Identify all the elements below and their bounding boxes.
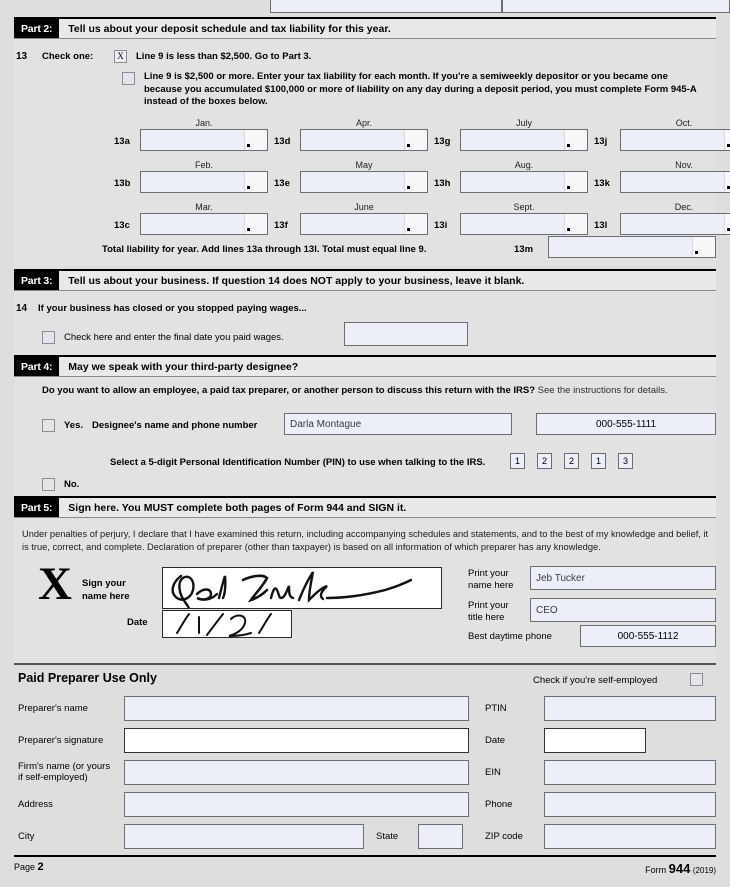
sign-here-label	[82, 577, 130, 603]
decimal-dot-icon	[247, 228, 250, 231]
cutoff-field-right[interactable]	[502, 0, 730, 13]
part3-title: Tell us about your business. If question 14 does NOT apply to your business, leave it blank.	[68, 274, 525, 287]
phone-label: Phone	[485, 799, 513, 810]
page-footer-right	[645, 861, 716, 876]
firm-name-label-line2: if self-employed)	[18, 772, 88, 783]
ein-field[interactable]	[544, 760, 716, 785]
month-label-13k: Nov.	[675, 160, 693, 170]
month-code-13b: 13b	[114, 178, 131, 189]
part4-intro-rest: See the instructions for details.	[535, 385, 668, 396]
form-year: (2019)	[692, 866, 716, 875]
final-date-text: Check here and enter the final date you paid wages.	[64, 332, 284, 343]
decimal-dot-icon	[247, 144, 250, 147]
address-field[interactable]	[124, 792, 469, 817]
month-code-13k: 13k	[594, 178, 610, 189]
month-cell-13k	[594, 159, 730, 193]
decimal-dot-icon	[567, 144, 570, 147]
designee-name-field[interactable]: Darla Montague	[284, 413, 512, 435]
month-cell-13e	[274, 159, 434, 193]
ptin-field[interactable]	[544, 696, 716, 721]
checkbox-designee-no[interactable]	[42, 478, 55, 491]
line9-less-text: Line 9 is less than $2,500. Go to Part 3.	[136, 51, 312, 62]
phone-field[interactable]	[544, 792, 716, 817]
month-label-13a: Jan.	[195, 118, 213, 128]
pin-text: Select a 5-digit Personal Identification Number (PIN) to use when talking to the IRS.	[110, 457, 486, 468]
field-13b[interactable]	[140, 171, 268, 193]
field-13e-value	[301, 172, 305, 183]
field-13a-value	[141, 130, 145, 141]
month-cell-13l	[594, 201, 730, 235]
field-13k[interactable]	[620, 171, 730, 193]
checkbox-designee-yes[interactable]	[42, 419, 55, 432]
print-name-label-line1: Print your	[468, 568, 509, 579]
month-cell-13h	[434, 159, 594, 193]
print-title-label-line2: title here	[468, 612, 505, 623]
part4-intro	[42, 385, 702, 398]
pin-digit-4[interactable]: 1	[591, 453, 606, 469]
field-13j[interactable]	[620, 129, 730, 151]
print-title-label-line1: Print your	[468, 600, 509, 611]
preparer-date-field[interactable]	[544, 728, 646, 753]
month-cell-13f	[274, 201, 434, 235]
field-13l[interactable]	[620, 213, 730, 235]
field-13b-value	[141, 172, 145, 183]
month-label-13c: Mar.	[195, 202, 213, 212]
city-label: City	[18, 831, 35, 842]
part5-header	[14, 496, 716, 518]
pin-digit-2[interactable]: 2	[537, 453, 552, 469]
decimal-dot-icon	[407, 186, 410, 189]
total-liability-code: 13m	[514, 244, 534, 255]
month-label-13e: May	[355, 160, 373, 170]
checkbox-business-closed[interactable]	[42, 331, 55, 344]
handwritten-signature-icon	[163, 568, 442, 609]
form-label: Form	[645, 865, 667, 875]
top-cutoff-strip	[0, 0, 730, 14]
part3-tag: Part 3:	[14, 271, 59, 290]
pin-digit-row	[510, 453, 633, 469]
sign-here-label-line2: name here	[82, 591, 130, 602]
part3-header	[14, 269, 716, 291]
month-cell-13c	[114, 201, 274, 235]
pin-digit-1[interactable]: 1	[510, 453, 525, 469]
paid-preparer-section	[14, 665, 716, 845]
handwritten-date-icon	[163, 611, 292, 638]
preparer-name-label: Preparer's name	[18, 703, 88, 714]
part4-intro-bold: Do you want to allow an employee, a paid tax preparer, or another person to discuss this return with the IRS?	[42, 385, 536, 396]
field-13i-value	[461, 214, 465, 225]
field-13l-value	[621, 214, 625, 225]
field-13m[interactable]	[548, 236, 716, 258]
page-label: Page	[14, 862, 36, 872]
field-13c-value	[141, 214, 145, 225]
print-name-label-line2: name here	[468, 580, 514, 591]
month-code-13j: 13j	[594, 136, 608, 147]
firm-name-label-line1: Firm's name (or yours	[18, 761, 111, 772]
part2-title: Tell us about your deposit schedule and tax liability for this year.	[68, 22, 391, 35]
daytime-phone-field[interactable]: 000-555-1112	[580, 625, 716, 647]
checkbox-self-employed[interactable]	[690, 673, 703, 686]
state-label: State	[376, 831, 399, 842]
field-13g[interactable]	[460, 129, 588, 151]
ein-label: EIN	[485, 767, 501, 778]
cutoff-field-left[interactable]	[270, 0, 502, 13]
city-field[interactable]	[124, 824, 364, 849]
field-13f[interactable]	[300, 213, 428, 235]
pin-digit-5[interactable]: 3	[618, 453, 633, 469]
month-cell-13g	[434, 117, 594, 151]
zip-field[interactable]	[544, 824, 716, 849]
month-code-13l: 13l	[594, 220, 608, 231]
designee-label: Designee's name and phone number	[92, 420, 258, 431]
print-name-field[interactable]: Jeb Tucker	[530, 566, 716, 590]
month-code-13d: 13d	[274, 136, 291, 147]
decimal-dot-icon	[567, 186, 570, 189]
pin-digit-3[interactable]: 2	[564, 453, 579, 469]
sign-x-mark: X	[38, 558, 72, 610]
month-label-13j: Oct.	[675, 118, 693, 128]
part4-title: May we speak with your third-party designee?	[68, 360, 299, 373]
part4-tag: Part 4:	[14, 357, 59, 376]
line-14-text: If your business has closed or you stopped paying wages...	[38, 303, 307, 314]
form-number: 944	[668, 861, 691, 876]
part2-body	[14, 39, 716, 266]
field-13d[interactable]	[300, 129, 428, 151]
month-code-13i: 13i	[434, 220, 448, 231]
preparer-signature-field[interactable]	[124, 728, 469, 753]
month-code-13h: 13h	[434, 178, 451, 189]
month-label-13i: Sept.	[513, 202, 535, 212]
final-date-field[interactable]	[344, 322, 468, 346]
field-13a[interactable]	[140, 129, 268, 151]
print-title-label	[468, 600, 509, 624]
month-code-13e: 13e	[274, 178, 290, 189]
daytime-phone-label: Best daytime phone	[468, 631, 552, 642]
signature-date-label: Date	[127, 617, 148, 628]
month-code-13f: 13f	[274, 220, 288, 231]
checkbox-line9-more[interactable]	[122, 72, 135, 85]
decimal-dot-icon	[247, 186, 250, 189]
month-label-13l: Dec.	[674, 202, 694, 212]
page-footer-left	[14, 861, 44, 873]
field-13c[interactable]	[140, 213, 268, 235]
print-title-field[interactable]: CEO	[530, 598, 716, 622]
field-13g-value	[461, 130, 465, 141]
part5-body	[14, 518, 716, 663]
decimal-dot-icon	[407, 144, 410, 147]
part3-body	[14, 291, 716, 355]
field-13i[interactable]	[460, 213, 588, 235]
zip-label: ZIP code	[485, 831, 523, 842]
ptin-label: PTIN	[485, 703, 507, 714]
month-label-13h: Aug.	[514, 160, 534, 170]
part4-body	[14, 377, 716, 496]
part5-tag: Part 5:	[14, 498, 59, 517]
month-cell-13i	[434, 201, 594, 235]
line-14-number: 14	[16, 303, 28, 314]
line-13-number: 13	[16, 51, 28, 62]
signature-field[interactable]	[162, 567, 442, 609]
month-cell-13j	[594, 117, 730, 151]
sign-here-label-line1: Sign your	[82, 578, 126, 589]
self-employed-label: Check if you're self-employed	[533, 675, 658, 686]
field-13j-value	[621, 130, 625, 141]
month-label-13d: Apr.	[355, 118, 372, 128]
field-13k-value	[621, 172, 625, 183]
field-13e[interactable]	[300, 171, 428, 193]
address-label: Address	[18, 799, 53, 810]
field-13h[interactable]	[460, 171, 588, 193]
preparer-signature-label: Preparer's signature	[18, 735, 104, 746]
designee-no-label: No.	[64, 479, 80, 490]
month-label-13b: Feb.	[194, 160, 213, 170]
state-field[interactable]	[418, 824, 463, 849]
signature-date-field[interactable]	[162, 610, 292, 638]
month-cell-13d	[274, 117, 434, 151]
print-name-label	[468, 568, 513, 592]
designee-phone-field[interactable]: 000-555-1111	[536, 413, 716, 435]
line-13-label: Check one:	[42, 51, 94, 62]
checkbox-line9-less[interactable]: X	[114, 50, 127, 63]
part2-header	[14, 17, 716, 39]
month-code-13g: 13g	[434, 136, 451, 147]
month-cell-13a	[114, 117, 274, 151]
decimal-dot-icon	[407, 228, 410, 231]
preparer-date-label: Date	[485, 735, 506, 746]
month-code-13c: 13c	[114, 220, 130, 231]
firm-name-field[interactable]	[124, 760, 469, 785]
field-13m-value	[549, 237, 553, 248]
month-label-13g: July	[515, 118, 532, 128]
paid-preparer-heading: Paid Preparer Use Only	[18, 671, 157, 685]
part5-title: Sign here. You MUST complete both pages of Form 944 and SIGN it.	[68, 501, 407, 514]
decimal-dot-icon	[567, 228, 570, 231]
line9-more-text: Line 9 is $2,500 or more. Enter your tax liability for each month. If you're a semiweekly depositor or you became one because you accumulated $100,000 or more of liability on any day during a deposit period, you must complete Form 945-A instead of the boxes below.	[144, 71, 697, 107]
preparer-name-field[interactable]	[124, 696, 469, 721]
field-13f-value	[301, 214, 305, 225]
part2-tag: Part 2:	[14, 19, 59, 38]
decimal-dot-icon	[695, 251, 698, 254]
page-number: 2	[37, 861, 44, 873]
month-label-13f: June	[354, 202, 374, 212]
designee-yes-label: Yes.	[64, 420, 84, 431]
total-liability-text: Total liability for year. Add lines 13a through 13l. Total must equal line 9.	[102, 244, 427, 255]
firm-name-label	[18, 761, 110, 783]
month-code-13a: 13a	[114, 136, 130, 147]
field-13d-value	[301, 130, 305, 141]
perjury-statement: Under penalties of perjury, I declare that I have examined this return, including accompanying schedules and statements, and to the best of my knowledge and belief, it is true, correct, and complete. Declaration of preparer (other than taxpayer) is based on all information of which preparer has any knowledge.	[22, 529, 709, 552]
field-13h-value	[461, 172, 465, 183]
part4-header	[14, 355, 716, 377]
month-cell-13b	[114, 159, 274, 193]
